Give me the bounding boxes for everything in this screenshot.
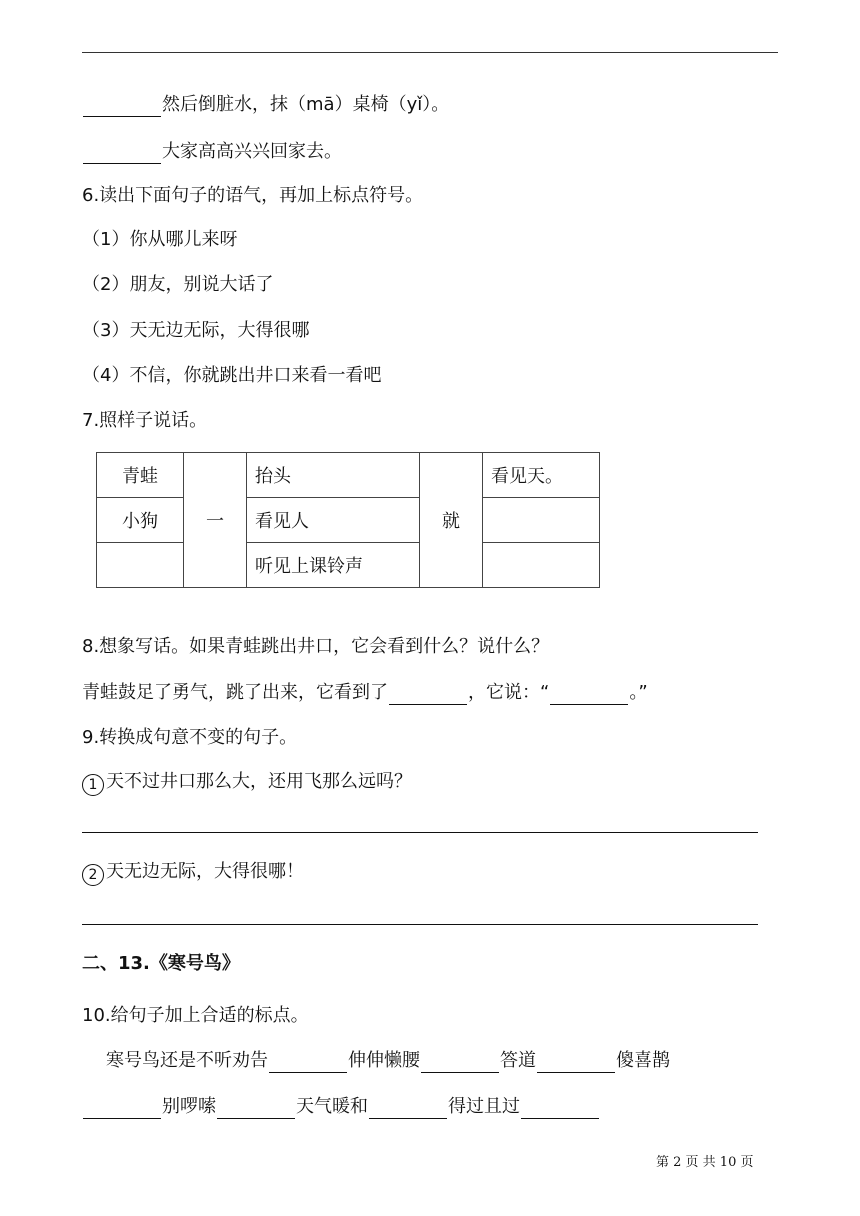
text-line: 大家高高兴兴回家去。 bbox=[82, 140, 342, 164]
blank[interactable] bbox=[83, 145, 161, 164]
table-cell: 就 bbox=[420, 453, 483, 588]
question-7: 7.照样子说话。 bbox=[82, 410, 208, 431]
blank[interactable] bbox=[83, 98, 161, 117]
page-footer: 第 2 页 共 10 页 bbox=[656, 1155, 754, 1170]
question-6: 6.读出下面句子的语气，再加上标点符号。 bbox=[82, 185, 424, 206]
section-heading: 二、13.《寒号鸟》 bbox=[82, 953, 240, 974]
question-6-item: （3）天无边无际，大得很哪 bbox=[82, 320, 310, 341]
answer-line[interactable] bbox=[82, 832, 758, 833]
blank[interactable] bbox=[83, 1100, 161, 1119]
blank[interactable] bbox=[217, 1100, 295, 1119]
table-cell: 一 bbox=[184, 453, 247, 588]
table-cell-empty[interactable] bbox=[483, 498, 600, 543]
blank[interactable] bbox=[269, 1054, 347, 1073]
question-8-line: 青蛙鼓足了勇气，跳了出来，它看到了 ，它说：“ 。” bbox=[82, 682, 648, 703]
question-10: 10.给句子加上合适的标点。 bbox=[82, 1005, 309, 1026]
blank[interactable] bbox=[421, 1054, 499, 1073]
table-cell-empty[interactable] bbox=[483, 543, 600, 588]
table-cell: 抬头 bbox=[247, 453, 420, 498]
question-9-item: 1 天不过井口那么大，还用飞那么远吗？ bbox=[82, 770, 412, 796]
question-6-item: （1）你从哪儿来呀 bbox=[82, 229, 238, 250]
blank[interactable] bbox=[389, 686, 467, 705]
blank[interactable] bbox=[369, 1100, 447, 1119]
blank[interactable] bbox=[550, 686, 628, 705]
circled-number: 2 bbox=[82, 864, 104, 886]
question-9-item: 2 天无边无际，大得很哪！ bbox=[82, 860, 304, 886]
circled-number: 1 bbox=[82, 774, 104, 796]
table-cell: 小狗 bbox=[97, 498, 184, 543]
blank[interactable] bbox=[521, 1100, 599, 1119]
question-10-line: 寒号鸟还是不听劝告 伸伸懒腰 答道 傻喜鹊 bbox=[106, 1050, 670, 1071]
text-line: 然后倒脏水，抹（mā）桌椅（yǐ）。 bbox=[82, 93, 449, 117]
question-9: 9.转换成句意不变的句子。 bbox=[82, 727, 298, 748]
question-8: 8.想象写话。如果青蛙跳出井口，它会看到什么？说什么？ bbox=[82, 636, 550, 657]
table-cell-empty[interactable] bbox=[97, 543, 184, 588]
table-cell: 青蛙 bbox=[97, 453, 184, 498]
question-10-line: 别啰嗦 天气暖和 得过且过 bbox=[82, 1095, 600, 1119]
question-6-item: （2）朋友，别说大话了 bbox=[82, 274, 274, 295]
table-cell: 看见人 bbox=[247, 498, 420, 543]
table-cell: 看见天。 bbox=[483, 453, 600, 498]
table-cell: 听见上课铃声 bbox=[247, 543, 420, 588]
blank[interactable] bbox=[537, 1054, 615, 1073]
answer-line[interactable] bbox=[82, 924, 758, 925]
example-table bbox=[96, 452, 600, 588]
question-6-item: （4）不信，你就跳出井口来看一看吧 bbox=[82, 365, 382, 386]
top-rule bbox=[82, 52, 778, 53]
